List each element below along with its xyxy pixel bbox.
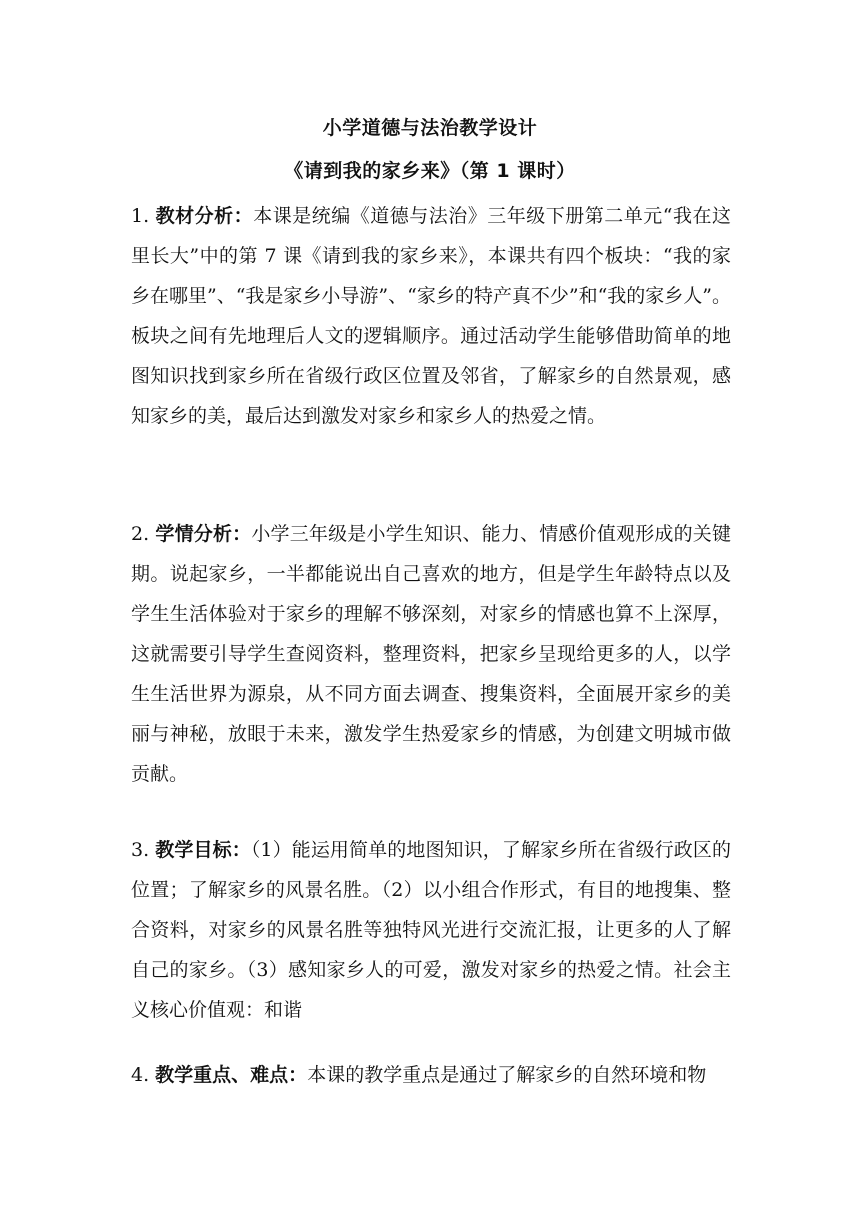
document-subtitle: 《请到我的家乡来》（第 1 课时）: [284, 160, 576, 182]
section-number: 2.: [131, 523, 156, 545]
document-title: 小学道德与法治教学设计: [322, 117, 538, 139]
section-label: 学情分析：: [155, 523, 252, 545]
section-text: 本课是统编《道德与法治》三年级下册第二单元“我在这里长大”中的第 7 课《请到我的家乡来》，本课共有四个板块：“我的家乡在哪里”、“我是家乡小导游”、“家乡的特产真不少”和“我的家乡人”。板块之间有先地理后人文的逻辑顺序。通过活动学生能够借助简单的地图知识找到家乡所在省级行政区位置及邻省，了解家乡的自然景观，感知家乡的美，最后达到激发对家乡和家乡人的热爱之情。: [131, 205, 731, 427]
section-text: 小学三年级是小学生知识、能力、情感价值观形成的关键期。说起家乡，一半都能说出自己喜欢的地方，但是学生年龄特点以及学生生活体验对于家乡的理解不够深刻，对家乡的情感也算不上深厚，这就需要引导学生查阅资料，整理资料，把家乡呈现给更多的人，以学生生活世界为源泉，从不同方面去调查、搜集资料，全面展开家乡的美丽与神秘，放眼于未来，激发学生热爱家乡的情感，为创建文明城市做贡献。: [131, 523, 731, 785]
section-student-analysis: [131, 514, 731, 794]
section-number: 1.: [131, 205, 156, 227]
section-number: 3.: [131, 839, 156, 861]
section-teaching-objectives: [131, 830, 731, 1030]
section-label: 教材分析：: [155, 205, 254, 227]
section-text: 本课的教学重点是通过了解家乡的自然环境和物: [307, 1064, 707, 1086]
section-number: 4.: [131, 1064, 156, 1086]
section-label: 教学目标：: [155, 839, 251, 861]
section-textbook-analysis: [131, 196, 731, 436]
section-text: （1）能运用简单的地图知识，了解家乡所在省级行政区的位置；了解家乡的风景名胜。（2）以小组合作形式，有目的地搜集、整合资料，对家乡的风景名胜等独特风光进行交流汇报，让更多的人了解自己的家乡。（3）感知家乡人的可爱，激发对家乡的热爱之情。社会主义核心价值观：和谐: [131, 839, 731, 1021]
section-key-points: [131, 1055, 731, 1095]
section-label: 教学重点、难点：: [155, 1064, 308, 1086]
